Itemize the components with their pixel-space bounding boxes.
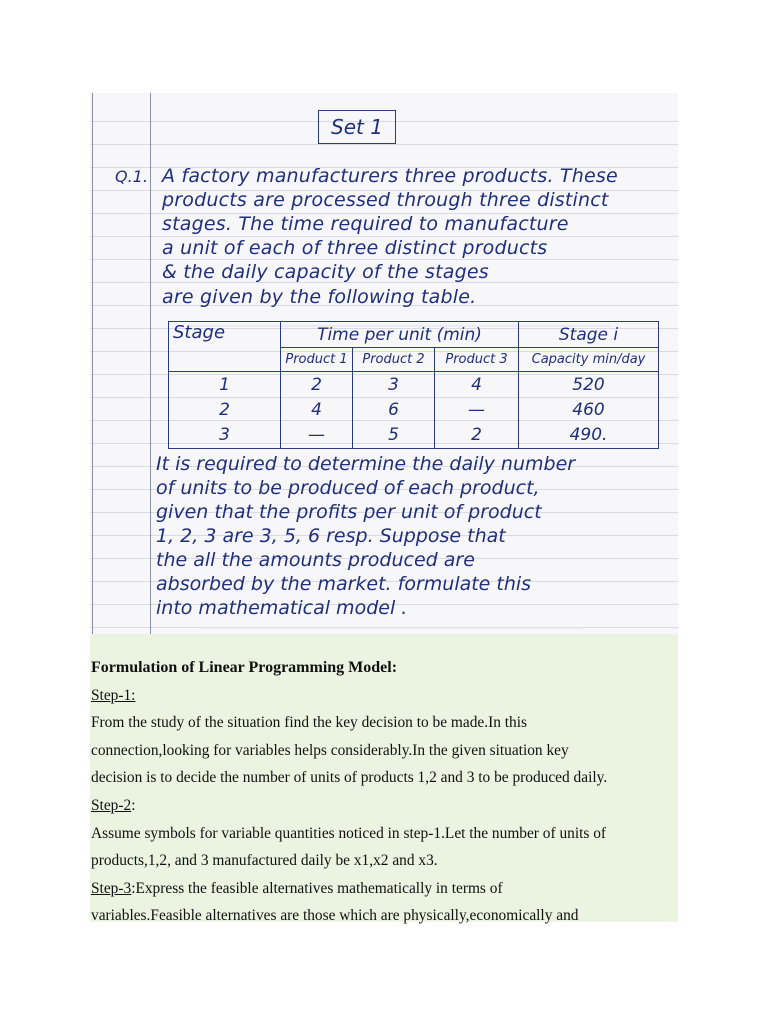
body-line: of units to be produced of each product, xyxy=(156,477,540,499)
step-2-text-line: Assume symbols for variable quantities noticed in step-1.Let the number of units of xyxy=(91,824,607,842)
table-header-time: Time per unit (min) xyxy=(281,322,519,348)
cell-product-2: 5 xyxy=(353,423,435,449)
formulation-section xyxy=(90,634,678,925)
table-header-capacity-unit: Capacity min/day xyxy=(519,348,659,372)
step-1-label: Step-1: xyxy=(91,686,136,704)
body-line: absorbed by the market. formulate this xyxy=(156,573,532,595)
step-2-label: Step-2 xyxy=(91,796,132,814)
cell-product-2: 3 xyxy=(353,372,435,398)
table-row xyxy=(169,372,659,398)
cell-product-1: 2 xyxy=(281,372,353,398)
cell-capacity: 460 xyxy=(519,398,659,423)
cell-stage: 1 xyxy=(169,372,281,398)
step-1-text-line: connection,looking for variables helps considerably.In the given situation key xyxy=(91,741,569,759)
table-header-product-2: Product 2 xyxy=(353,348,435,372)
intro-line: stages. The time required to manufacture xyxy=(162,213,569,235)
step-1-text-line: From the study of the situation find the key decision to be made.In this xyxy=(91,714,527,732)
handwritten-notes-photo xyxy=(90,93,678,634)
section-heading: Formulation of Linear Programming Model: xyxy=(91,659,398,676)
margin-line-left xyxy=(92,93,93,634)
table-header-product-3: Product 3 xyxy=(435,348,519,372)
body-line: given that the profits per unit of product xyxy=(156,501,542,523)
cell-capacity: 520 xyxy=(519,372,659,398)
step-3-text-line: :Express the feasible alternatives mathematically in terms of xyxy=(131,879,503,897)
body-line: 1, 2, 3 are 3, 5, 6 resp. Suppose that xyxy=(156,525,506,547)
intro-line: & the daily capacity of the stages xyxy=(162,261,489,283)
body-line: into mathematical model . xyxy=(156,597,408,619)
intro-line: are given by the following table. xyxy=(162,286,477,308)
body-line: the all the amounts produced are xyxy=(156,549,475,571)
cell-product-1: 4 xyxy=(281,398,353,423)
body-line: It is required to determine the daily number xyxy=(156,453,576,475)
table-header-capacity: Stage i xyxy=(519,322,659,348)
intro-line: a unit of each of three distinct products xyxy=(162,237,548,259)
cell-product-3: 4 xyxy=(435,372,519,398)
table-header-product-1: Product 1 xyxy=(281,348,353,372)
cell-product-3: 2 xyxy=(435,423,519,449)
set-label-box xyxy=(318,110,396,144)
table-header-stage: Stage xyxy=(169,322,281,372)
intro-line: products are processed through three distinct xyxy=(162,189,609,211)
cell-product-2: 6 xyxy=(353,398,435,423)
cell-stage: 2 xyxy=(169,398,281,423)
cell-stage: 3 xyxy=(169,423,281,449)
step-3-text-line: variables.Feasible alternatives are those which are physically,economically and xyxy=(91,907,579,925)
cell-capacity: 490. xyxy=(519,423,659,449)
table-row xyxy=(169,398,659,423)
cell-product-1: — xyxy=(281,423,353,449)
step-2-label-colon: : xyxy=(131,796,136,814)
production-table xyxy=(168,321,659,449)
step-1-text-line: decision is to decide the number of units of products 1,2 and 3 to be produced daily. xyxy=(91,769,608,787)
set-label: Set 1 xyxy=(331,115,383,139)
bleed-through-mark xyxy=(200,627,580,629)
question-number: Q.1. xyxy=(115,167,148,186)
step-3-label: Step-3 xyxy=(91,879,132,897)
intro-line: A factory manufacturers three products. These xyxy=(162,165,618,187)
cell-product-3: — xyxy=(435,398,519,423)
table-row xyxy=(169,423,659,449)
step-2-text-line: products,1,2, and 3 manufactured daily be x1,x2 and x3. xyxy=(91,852,438,870)
margin-line-inner xyxy=(150,93,151,634)
